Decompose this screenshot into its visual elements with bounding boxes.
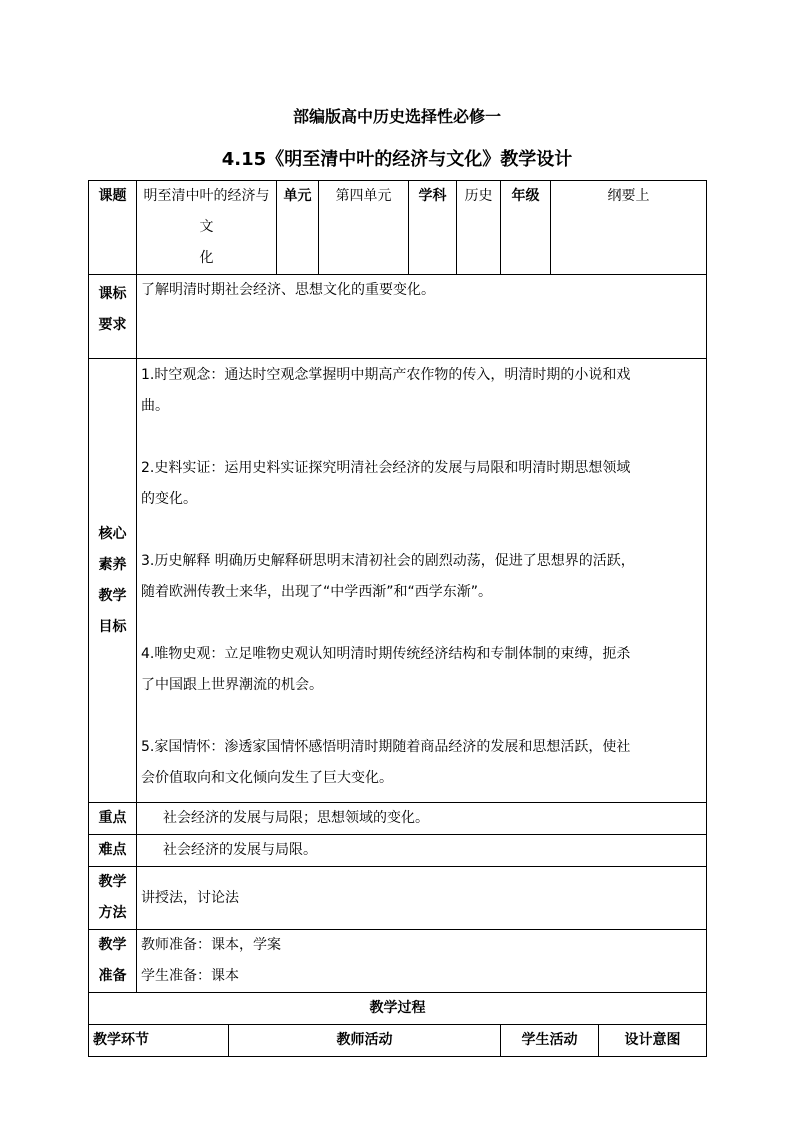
goal-item <box>141 360 702 422</box>
topic-value-line1: 明至清中叶的经济与文 <box>143 188 270 235</box>
prep-label-line1: 教学 <box>98 937 127 953</box>
method-label-line2: 方法 <box>98 905 127 921</box>
standard-label <box>89 275 137 359</box>
difficulties-text: 社会经济的发展与局限。 <box>137 835 707 867</box>
method-label <box>89 867 137 930</box>
method-text: 讲授法，讨论法 <box>137 867 707 930</box>
difficulties-row <box>89 835 707 867</box>
goal-line: 的变化。 <box>141 491 197 507</box>
standard-row <box>89 275 707 359</box>
standard-text: 了解明清时期社会经济、思想文化的重要变化。 <box>137 275 707 359</box>
goals-label-line: 素养 <box>98 556 127 573</box>
goal-item <box>141 453 702 515</box>
goals-row <box>89 359 707 803</box>
goal-item <box>141 546 702 608</box>
process-col-student: 学生活动 <box>501 1025 599 1057</box>
unit-label: 单元 <box>277 181 319 275</box>
difficulties-label: 难点 <box>89 835 137 867</box>
key-points-row <box>89 803 707 835</box>
method-row <box>89 867 707 930</box>
topic-value-line2: 化 <box>199 250 214 266</box>
topic-label: 课题 <box>89 181 137 275</box>
goals-label-line: 目标 <box>98 618 127 635</box>
process-col-teacher: 教师活动 <box>229 1025 501 1057</box>
goal-line: 1.时空观念：通达时空观念掌握明中期高产农作物的传入，明清时期的小说和戏 <box>141 367 631 383</box>
standard-label-line1: 课标 <box>98 286 127 302</box>
subject-label: 学科 <box>409 181 457 275</box>
standard-label-line2: 要求 <box>98 317 127 333</box>
prep-teacher: 教师准备：课本，学案 <box>141 937 281 953</box>
goals-content <box>137 359 707 803</box>
prep-row <box>89 930 707 993</box>
process-title: 教学过程 <box>89 993 707 1025</box>
goal-item <box>141 732 702 794</box>
method-label-line1: 教学 <box>98 874 127 890</box>
goals-label-line: 教学 <box>98 587 127 604</box>
goal-line: 4.唯物史观：立足唯物史观认知明清时期传统经济结构和专制体制的束缚，扼杀 <box>141 646 631 662</box>
prep-label-line2: 准备 <box>98 968 127 984</box>
process-header-row <box>89 1025 707 1057</box>
document-subtitle: 4.15《明至清中叶的经济与文化》教学设计 <box>221 149 573 170</box>
goal-line: 2.史料实证：运用史料实证探究明清社会经济的发展与局限和明清时期思想领域 <box>141 460 631 476</box>
process-title-row <box>89 993 707 1025</box>
goal-line: 了中国跟上世界潮流的机会。 <box>141 677 323 693</box>
document-title: 部编版高中历史选择性必修一 <box>292 107 501 126</box>
unit-value: 第四单元 <box>319 181 409 275</box>
goals-label-line: 核心 <box>98 525 127 542</box>
subject-value: 历史 <box>457 181 501 275</box>
goal-line: 5.家国情怀：渗透家国情怀感悟明清时期随着商品经济的发展和思想活跃，使社 <box>141 739 631 755</box>
prep-content <box>137 930 707 993</box>
goal-line: 随着欧洲传教士来华，出现了“中学西渐”和“西学东渐”。 <box>141 584 493 600</box>
prep-student: 学生准备：课本 <box>141 968 239 984</box>
process-col-intent: 设计意图 <box>599 1025 707 1057</box>
goal-line: 3.历史解释 明确历史解释研思明末清初社会的剧烈动荡，促进了思想界的活跃， <box>141 553 635 569</box>
topic-value <box>137 181 277 275</box>
key-points-text: 社会经济的发展与局限；思想领域的变化。 <box>137 803 707 835</box>
info-row <box>89 181 707 275</box>
goal-item <box>141 639 702 701</box>
goal-line: 曲。 <box>141 398 169 414</box>
grade-label: 年级 <box>501 181 551 275</box>
lesson-plan-table <box>88 180 706 1057</box>
goal-line: 会价值取向和文化倾向发生了巨大变化。 <box>141 770 393 786</box>
grade-value: 纲要上 <box>551 181 707 275</box>
process-col-stage: 教学环节 <box>89 1025 229 1057</box>
prep-label <box>89 930 137 993</box>
key-points-label: 重点 <box>89 803 137 835</box>
goals-label <box>89 359 137 803</box>
